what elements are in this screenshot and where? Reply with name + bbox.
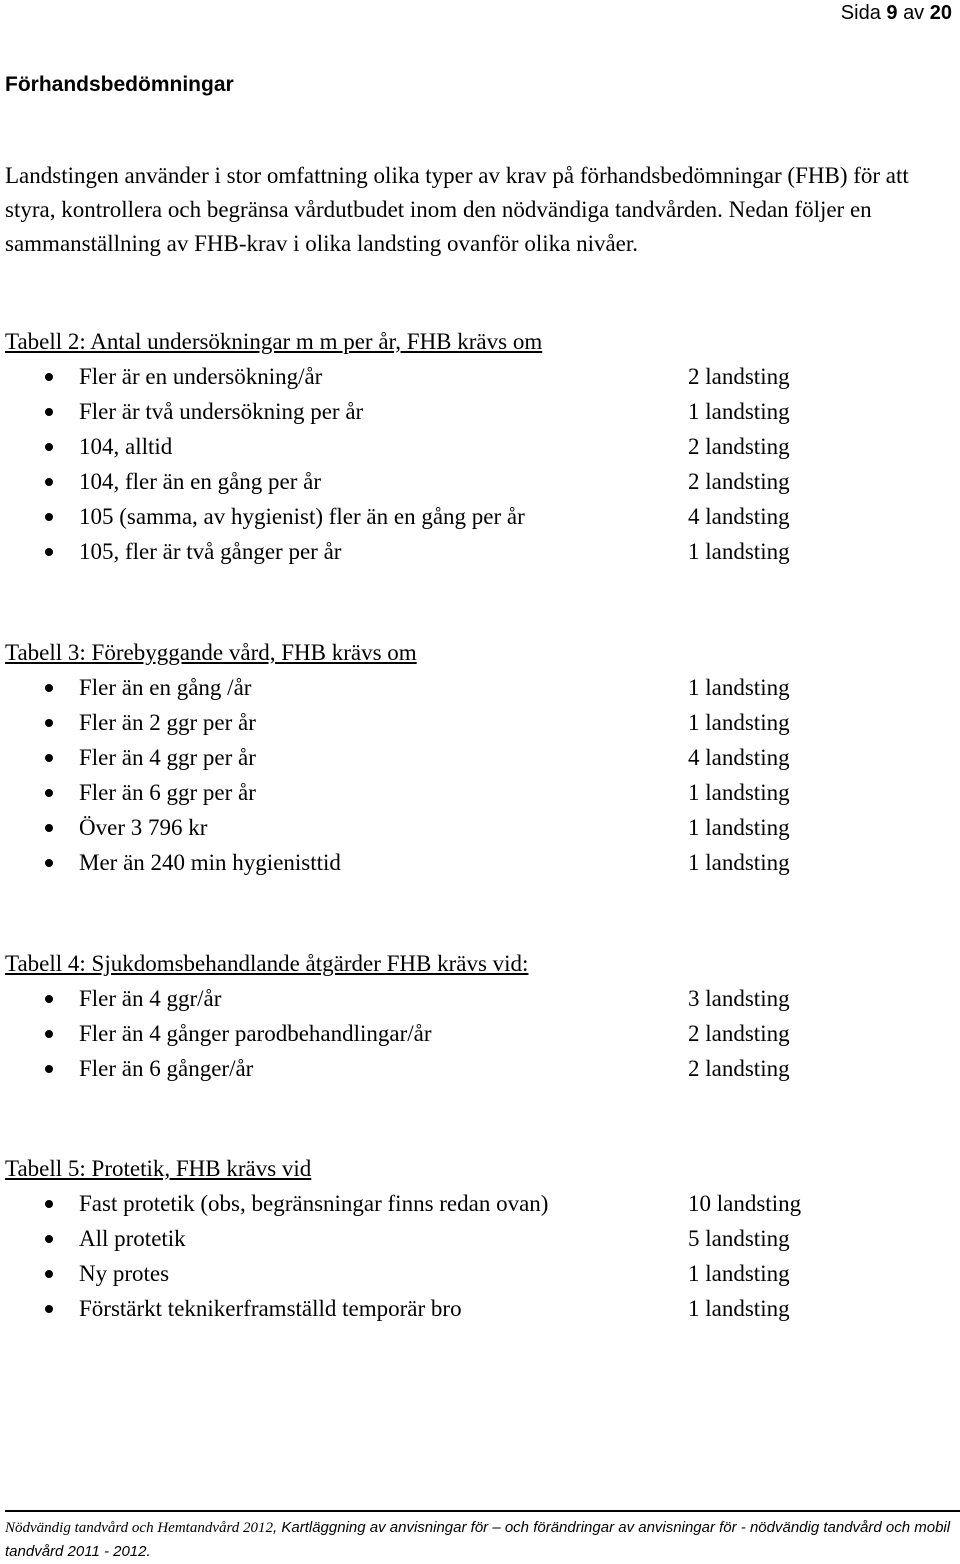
list-item: [5, 464, 905, 499]
page-of: av: [903, 2, 925, 24]
list-item: [5, 359, 905, 394]
bullet-icon: [45, 373, 53, 381]
list-item: [5, 1186, 905, 1221]
item-label: Fler är en undersökning/år: [79, 364, 323, 389]
item-value: 2 landsting: [688, 1021, 790, 1046]
bullet-icon: [45, 408, 53, 416]
section-title: Förhandsbedömningar: [5, 73, 234, 96]
item-value: 1 landsting: [688, 399, 790, 424]
bullet-icon: [45, 1065, 53, 1073]
list-item: [5, 534, 905, 569]
item-value: 1 landsting: [688, 1296, 790, 1321]
bullet-icon: [45, 824, 53, 832]
table-3: [5, 635, 905, 880]
footer-divider: [5, 1510, 960, 1512]
bullet-icon: [45, 1235, 53, 1243]
table-title: Tabell 4: Sjukdomsbehandlande åtgärder FHB krävs vid:: [5, 951, 529, 976]
bullet-icon: [45, 995, 53, 1003]
table-4: [5, 946, 905, 1086]
bullet-icon: [45, 789, 53, 797]
item-label: Fler än 4 ggr/år: [79, 986, 222, 1011]
item-label: Fler än en gång /år: [79, 675, 252, 700]
item-label: 105, fler är två gånger per år: [79, 539, 342, 564]
item-label: 105 (samma, av hygienist) fler än en gång per år: [79, 504, 525, 529]
page-current: 9: [886, 2, 898, 24]
bullet-icon: [45, 719, 53, 727]
item-label: Ny protes: [79, 1261, 170, 1286]
item-value: 2 landsting: [688, 434, 790, 459]
item-value: 2 landsting: [688, 1056, 790, 1081]
list-item: [5, 670, 905, 705]
bullet-icon: [45, 1200, 53, 1208]
list-item: [5, 1221, 905, 1256]
item-value: 1 landsting: [688, 539, 790, 564]
item-value: 1 landsting: [688, 850, 790, 875]
list-item: [5, 981, 905, 1016]
item-value: 3 landsting: [688, 986, 790, 1011]
list-item: [5, 1016, 905, 1051]
item-value: 1 landsting: [688, 675, 790, 700]
bullet-icon: [45, 684, 53, 692]
table-title: Tabell 2: Antal undersökningar m m per år, FHB krävs om: [5, 329, 543, 354]
bullet-icon: [45, 513, 53, 521]
item-label: Förstärkt teknikerframställd temporär bro: [79, 1296, 462, 1321]
intro-paragraph: Landstingen använder i stor omfattning olika typer av krav på förhandsbedömningar (FHB) för att styra, kontrollera och begränsa vårdutbudet inom den nödvändiga tandvården. Nedan följer en sammanställning av FHB-krav i olika landsting ovanför olika nivåer.: [5, 163, 909, 256]
bullet-icon: [45, 1270, 53, 1278]
item-value: 4 landsting: [688, 504, 790, 529]
list-item: [5, 394, 905, 429]
item-value: 2 landsting: [688, 364, 790, 389]
footer-description: , Kartläggning av anvisningar för – och förändringar av anvisningar för - nödvändig tandvård och mobil tandvård 2011 - 2012.: [5, 1519, 951, 1560]
page-number: [841, 2, 952, 25]
table-title: Tabell 5: Protetik, FHB krävs vid: [5, 1156, 312, 1181]
item-label: Fler än 2 ggr per år: [79, 710, 256, 735]
item-label: Fler än 4 gånger parodbehandlingar/år: [79, 1021, 432, 1046]
page-prefix: Sida: [840, 2, 881, 24]
item-value: 1 landsting: [688, 710, 790, 735]
item-label: Fast protetik (obs, begränsningar finns redan ovan): [79, 1191, 549, 1216]
item-value: 1 landsting: [688, 780, 790, 805]
list-item: [5, 775, 905, 810]
bullet-icon: [45, 478, 53, 486]
table-2: [5, 324, 905, 569]
list-item: [5, 1051, 905, 1086]
list-item: [5, 1291, 905, 1326]
item-value: 4 landsting: [688, 745, 790, 770]
list-item: [5, 705, 905, 740]
item-label: Fler än 6 ggr per år: [79, 780, 256, 805]
table-5: [5, 1151, 905, 1326]
item-label: 104, alltid: [79, 434, 173, 459]
list-item: [5, 845, 905, 880]
bullet-icon: [45, 859, 53, 867]
page-total: 20: [929, 2, 952, 24]
item-value: 1 landsting: [688, 1261, 790, 1286]
table-title: Tabell 3: Förebyggande vård, FHB krävs om: [5, 640, 417, 665]
item-label: Mer än 240 min hygienisttid: [79, 850, 341, 875]
bullet-icon: [45, 1305, 53, 1313]
item-label: Fler är två undersökning per år: [79, 399, 364, 424]
item-label: Fler än 4 ggr per år: [79, 745, 256, 770]
list-item: [5, 499, 905, 534]
item-value: 2 landsting: [688, 469, 790, 494]
item-value: 10 landsting: [688, 1191, 802, 1216]
item-label: All protetik: [79, 1226, 186, 1251]
item-label: 104, fler än en gång per år: [79, 469, 322, 494]
bullet-icon: [45, 754, 53, 762]
item-label: Över 3 796 kr: [79, 815, 208, 840]
item-value: 5 landsting: [688, 1226, 790, 1251]
bullet-icon: [45, 1030, 53, 1038]
item-label: Fler än 6 gånger/år: [79, 1056, 254, 1081]
list-item: [5, 429, 905, 464]
bullet-icon: [45, 443, 53, 451]
bullet-icon: [45, 548, 53, 556]
list-item: [5, 1256, 905, 1291]
item-value: 1 landsting: [688, 815, 790, 840]
list-item: [5, 810, 905, 845]
footer-title: Nödvändig tandvård och Hemtandvård 2012: [5, 1520, 274, 1536]
list-item: [5, 740, 905, 775]
